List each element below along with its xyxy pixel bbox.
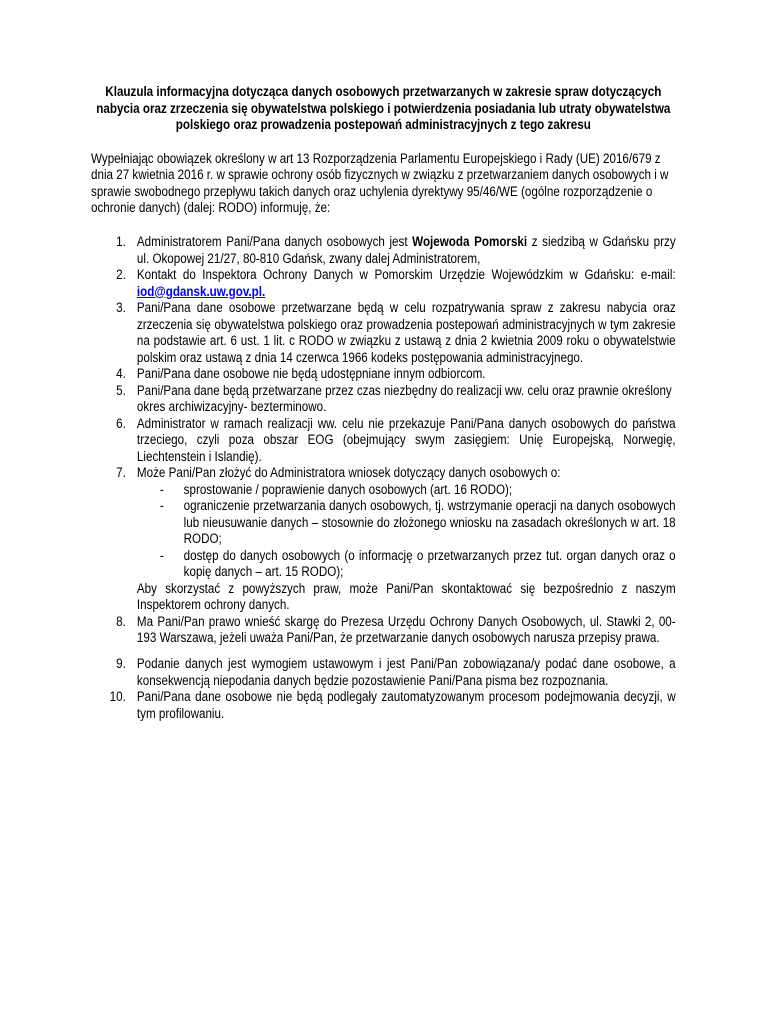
list-item-6 xyxy=(91,416,676,466)
sub-item-text: ograniczenie przetwarzania danych osobowych, tj. wstrzymanie operacji na danych osobowych lub nieusuwanie danych – stosownie do złożonego wniosku na zasadach określonych w art. 18 RODO; xyxy=(183,498,676,547)
email-link[interactable]: iod@gdansk.uw.gov.pl. xyxy=(136,283,266,300)
intro-paragraph: Wypełniając obowiązek określony w art 13 Rozporządzenia Parlamentu Europejskiego i Rady (UE) 2016/679 z dnia 27 kwietnia 2016 r. w sprawie ochrony osób fizycznych w związku z przetwarzaniem danych osobowych i w sprawie swobodnego przepływu takich danych oraz uchylenia dyrektywy 95/46/WE (ogólne rozporządzenie o ochronie danych) (dalej: RODO) informuję, że: xyxy=(91,150,669,216)
list-item-5 xyxy=(91,383,676,416)
rights-note: Aby skorzystać z powyższych praw, może Pani/Pan skontaktować się bezpośrednio z naszym Inspektorem ochrony danych. xyxy=(136,580,676,613)
list-text: Pani/Pana dane osobowe nie będą udostępniane innym odbiorcom. xyxy=(136,366,486,382)
list-item-9 xyxy=(91,656,676,689)
list-text-after: z siedzibą w Gdańsku przy ul. Okopowej 21/27, 80-810 Gdańsk, zwany dalej Administratorem, xyxy=(136,234,676,267)
list-text: Podanie danych jest wymogiem ustawowym i jest Pani/Pan zobowiązana/y podać dane osobowe, a konsekwencją niepodania danych będzie pozostawienie Pani/Pana pisma bez rozpoznania. xyxy=(136,656,676,689)
list-number: 2. xyxy=(116,267,126,283)
administrator-name: Wojewoda Pomorski xyxy=(412,234,528,250)
list-number: 10. xyxy=(109,689,126,705)
list-number: 5. xyxy=(116,382,126,399)
list-text-segment: Kontakt do Inspektora Ochrony Danych w Pomorskim Urzędzie Wojewódzkim w Gdańsku: e-mail: xyxy=(136,267,676,283)
sub-list-item xyxy=(137,548,676,581)
sub-list-item xyxy=(137,482,676,499)
list-number: 7. xyxy=(116,465,126,481)
list-text xyxy=(137,234,676,267)
rights-lead-text: Może Pani/Pan złożyć do Administratora wniosek dotyczący danych osobowych o: xyxy=(136,465,561,481)
bullet-dash: - xyxy=(159,498,164,514)
rights-sub-list xyxy=(137,482,676,581)
list-item-10 xyxy=(91,689,676,722)
list-number: 3. xyxy=(116,300,126,316)
document-content xyxy=(91,84,676,722)
list-item-2 xyxy=(91,267,676,300)
list-number: 9. xyxy=(116,656,126,672)
list-text: Pani/Pana dane będą przetwarzane przez czas niezbędny do realizacji ww. celu oraz prawnie określony okres archiwizacyjny- bezterminowo. xyxy=(136,382,672,415)
info-list xyxy=(91,234,676,722)
list-item-3 xyxy=(91,300,676,366)
list-number: 4. xyxy=(116,366,126,382)
list-number: 1. xyxy=(116,234,126,250)
list-text xyxy=(137,465,676,614)
list-item-4 xyxy=(91,366,676,383)
sub-item-text: dostęp do danych osobowych (o informację o przetwarzanych przez tut. organ danych oraz o kopię danych – art. 15 RODO); xyxy=(183,547,676,580)
bullet-dash: - xyxy=(159,481,164,498)
list-number: 6. xyxy=(116,415,126,432)
sub-item-text: sprostowanie / poprawienie danych osobowych (art. 16 RODO); xyxy=(183,481,513,498)
list-item-1 xyxy=(91,234,676,267)
list-text-before: Administratorem Pani/Pana danych osobowych jest xyxy=(136,234,408,250)
list-item-7 xyxy=(91,465,676,614)
bullet-dash: - xyxy=(159,547,164,564)
list-text: Pani/Pana dane osobowe nie będą podlegały zautomatyzowanym procesom podejmowania decyzji, w tym profilowaniu. xyxy=(136,689,676,722)
list-text xyxy=(137,267,676,300)
list-item-8 xyxy=(91,614,676,647)
list-text: Pani/Pana dane osobowe przetwarzane będą w celu rozpatrywania spraw z zakresu nabycia oraz zrzeczenia się obywatelstwa polskiego oraz prowadzenia postepowań administracyjnych w tym zakresie na podstawie art. 6 ust. 1 lit. c RODO w związku z ustawą z dnia 2 kwietnia 2009 roku o obywatelstwie polskim oraz ustawą z dnia 14 czerwca 1966 kodeks postępowania administracyjnego. xyxy=(136,300,676,366)
document-title: Klauzula informacyjna dotycząca danych osobowych przetwarzanych w zakresie spraw dotyczących nabycia oraz zrzeczenia się obywatelstwa polskiego i potwierdzenia posiadania lub utraty obywatelstwa polskiego oraz prowadzenia postepowań administracyjnych z tego zakresu xyxy=(96,84,671,133)
list-text: Administrator w ramach realizacji ww. celu nie przekazuje Pani/Pana danych osobowych do państwa trzeciego, czyli poza obszar EOG (obejmujący swym zasięgiem: Unię Europejską, Norwegię, Liechtenstein i Islandię). xyxy=(136,415,676,465)
list-number: 8. xyxy=(116,613,126,630)
list-text: Ma Pani/Pan prawo wnieść skargę do Prezesa Urzędu Ochrony Danych Osobowych, ul. Stawki 2, 00-193 Warszawa, jeżeli uważa Pani/Pan, że przetwarzanie danych osobowych narusza przepisy prawa. xyxy=(136,613,676,646)
sub-list-item xyxy=(137,498,676,548)
